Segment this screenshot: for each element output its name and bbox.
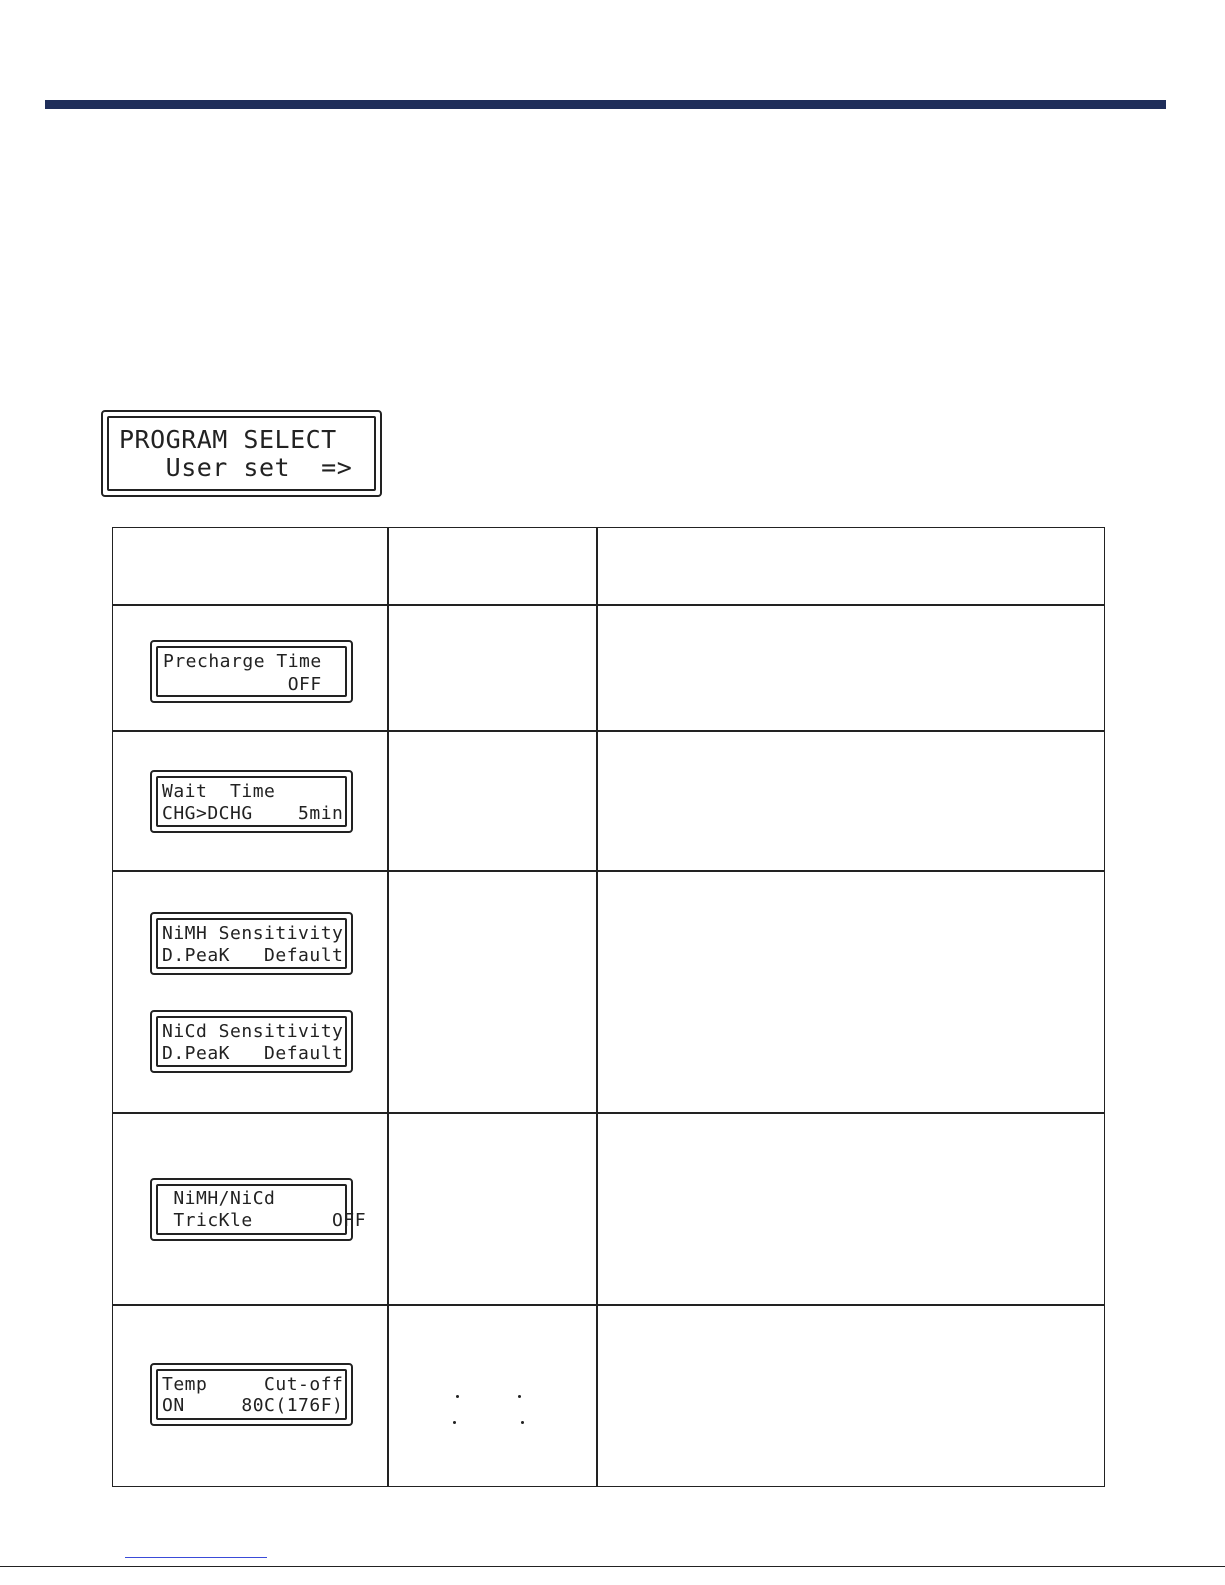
- lcd-line-1: NiMH/NiCd: [162, 1188, 276, 1209]
- column-divider: [387, 528, 389, 1486]
- lcd-line-2: D.PeaK Default: [162, 1043, 344, 1064]
- trickle-display: [150, 1178, 367, 1241]
- lcd-line-2: CHG>DCHG 5min: [162, 803, 344, 824]
- lcd-line-2: User set =>: [119, 453, 353, 482]
- dot-mark: [456, 1395, 459, 1398]
- lcd-line-1: NiMH Sensitivity: [162, 923, 344, 944]
- settings-table: [112, 527, 1105, 1487]
- lcd-line-1: Precharge Time: [163, 651, 322, 672]
- precharge-time-display: [150, 640, 353, 703]
- lcd-line-1: PROGRAM SELECT: [119, 425, 337, 454]
- lcd-line-1: NiCd Sensitivity: [162, 1021, 344, 1042]
- lcd-line-2: TricKle OFF: [162, 1210, 367, 1231]
- row-divider: [113, 870, 1104, 872]
- header-rule: [45, 100, 1166, 109]
- footer-link-underline[interactable]: [125, 1557, 267, 1558]
- dot-mark: [521, 1421, 524, 1424]
- lcd-line-1: Wait Time: [162, 781, 276, 802]
- dot-mark: [518, 1395, 521, 1398]
- column-divider: [596, 528, 598, 1486]
- wait-time-display: [150, 770, 353, 833]
- lcd-line-2: OFF: [163, 674, 322, 695]
- lcd-line-2: ON 80C(176F): [162, 1395, 344, 1416]
- lcd-line-1: Temp Cut-off: [162, 1374, 344, 1395]
- row-divider: [113, 1112, 1104, 1114]
- row-divider: [113, 1304, 1104, 1306]
- nicd-sensitivity-display: [150, 1010, 353, 1073]
- row-divider: [113, 730, 1104, 732]
- program-select-display: [101, 410, 382, 497]
- nimh-sensitivity-display: [150, 912, 353, 975]
- row-divider: [113, 604, 1104, 606]
- footer-rule: [0, 1566, 1225, 1567]
- lcd-line-2: D.PeaK Default: [162, 945, 344, 966]
- temp-cutoff-display: [150, 1363, 353, 1426]
- dot-mark: [453, 1421, 456, 1424]
